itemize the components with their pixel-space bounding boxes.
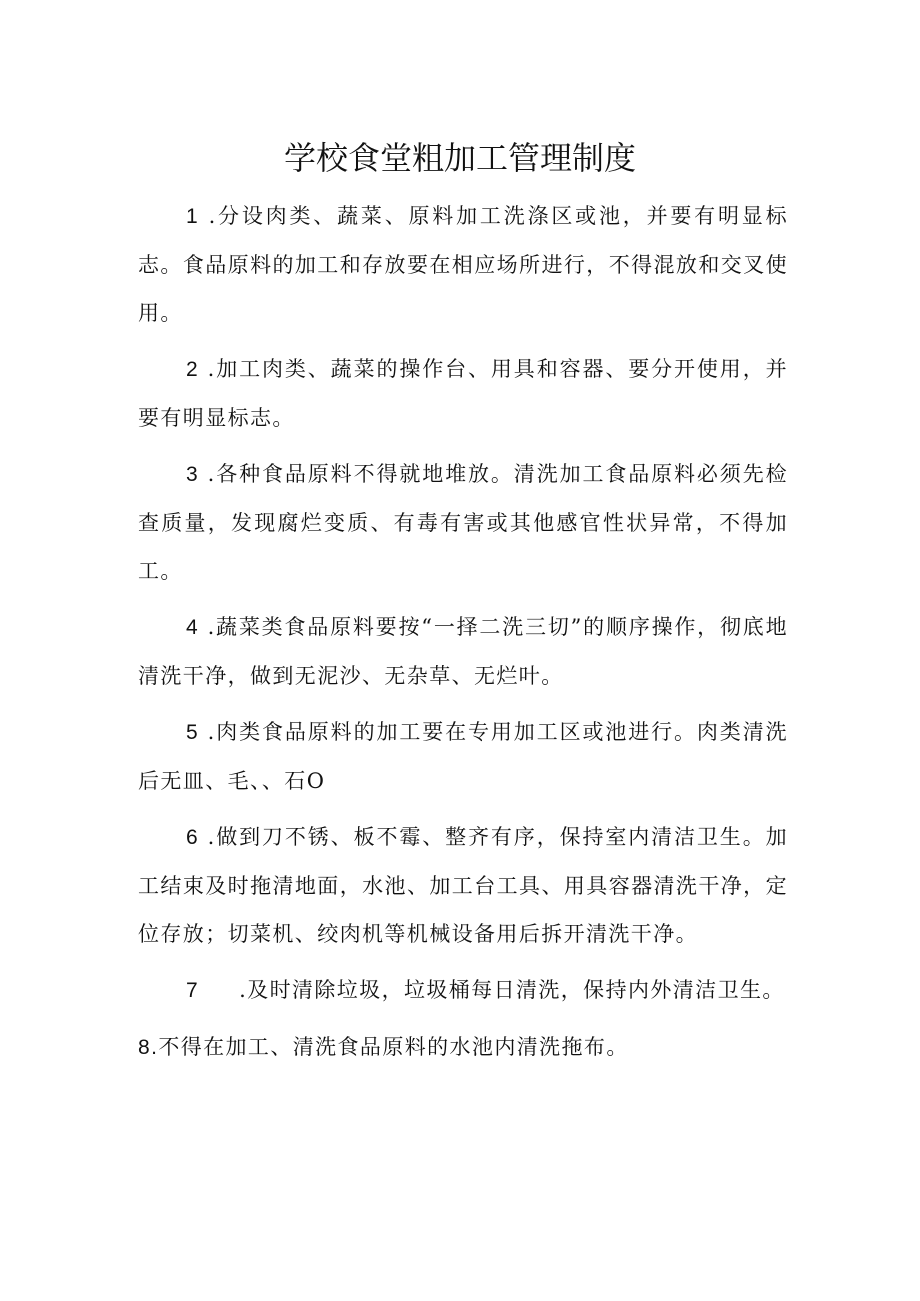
rule-item-8	[138, 1023, 788, 1072]
rule-text: .蔬菜类食品原料要按“一择二洗三切”的顺序操作，彻底地清洗干净，做到无泥沙、无杂草、无烂叶。	[138, 615, 788, 688]
rule-text: .及时清除垃圾，垃圾桶每日清洗，保持内外清洁卫生。	[239, 978, 785, 1002]
rule-number: 5	[186, 721, 200, 744]
rule-text: .各种食品原料不得就地堆放。清洗加工食品原料必须先检查质量，发现腐烂变质、有毒有害或其他感官性状异常，不得加工。	[138, 462, 788, 583]
rule-text: .做到刀不锈、板不霉、整齐有序，保持室内清洁卫生。加工结束及时拖清地面，水池、加工台工具、用具容器清洗干净，定位存放；切菜机、绞肉机等机械设备用后拆开清洗干净。	[138, 825, 788, 946]
rule-item-3	[138, 450, 788, 595]
rule-number: 3	[186, 463, 200, 486]
rule-text: .分设肉类、蔬菜、原料加工洗涤区或池，并要有明显标志。食品原料的加工和存放要在相应场所进行，不得混放和交叉使用。	[138, 204, 788, 325]
rule-item-7	[138, 966, 788, 1015]
rule-text: .肉类食品原料的加工要在专用加工区或池进行。肉类清洗后无皿、毛、、石O	[138, 720, 788, 793]
document-body	[138, 192, 788, 1080]
rule-number: 6	[186, 826, 200, 849]
rule-number: 2	[186, 358, 200, 381]
rule-item-4	[138, 603, 788, 700]
rule-text: .加工肉类、蔬菜的操作台、用具和容器、要分开使用，并要有明显标志。	[138, 357, 788, 430]
rule-item-5	[138, 708, 788, 805]
rule-number: 4	[186, 616, 200, 639]
rule-number: 1	[186, 205, 200, 228]
rule-number: 8.	[138, 1036, 159, 1059]
rule-item-6	[138, 813, 788, 958]
rule-item-2	[138, 345, 788, 442]
rule-item-1	[138, 192, 788, 337]
document-title: 学校食堂粗加工管理制度	[283, 139, 636, 177]
rule-text: 不得在加工、清洗食品原料的水池内清洗拖布。	[158, 1035, 629, 1059]
rule-number: 7	[186, 979, 200, 1002]
